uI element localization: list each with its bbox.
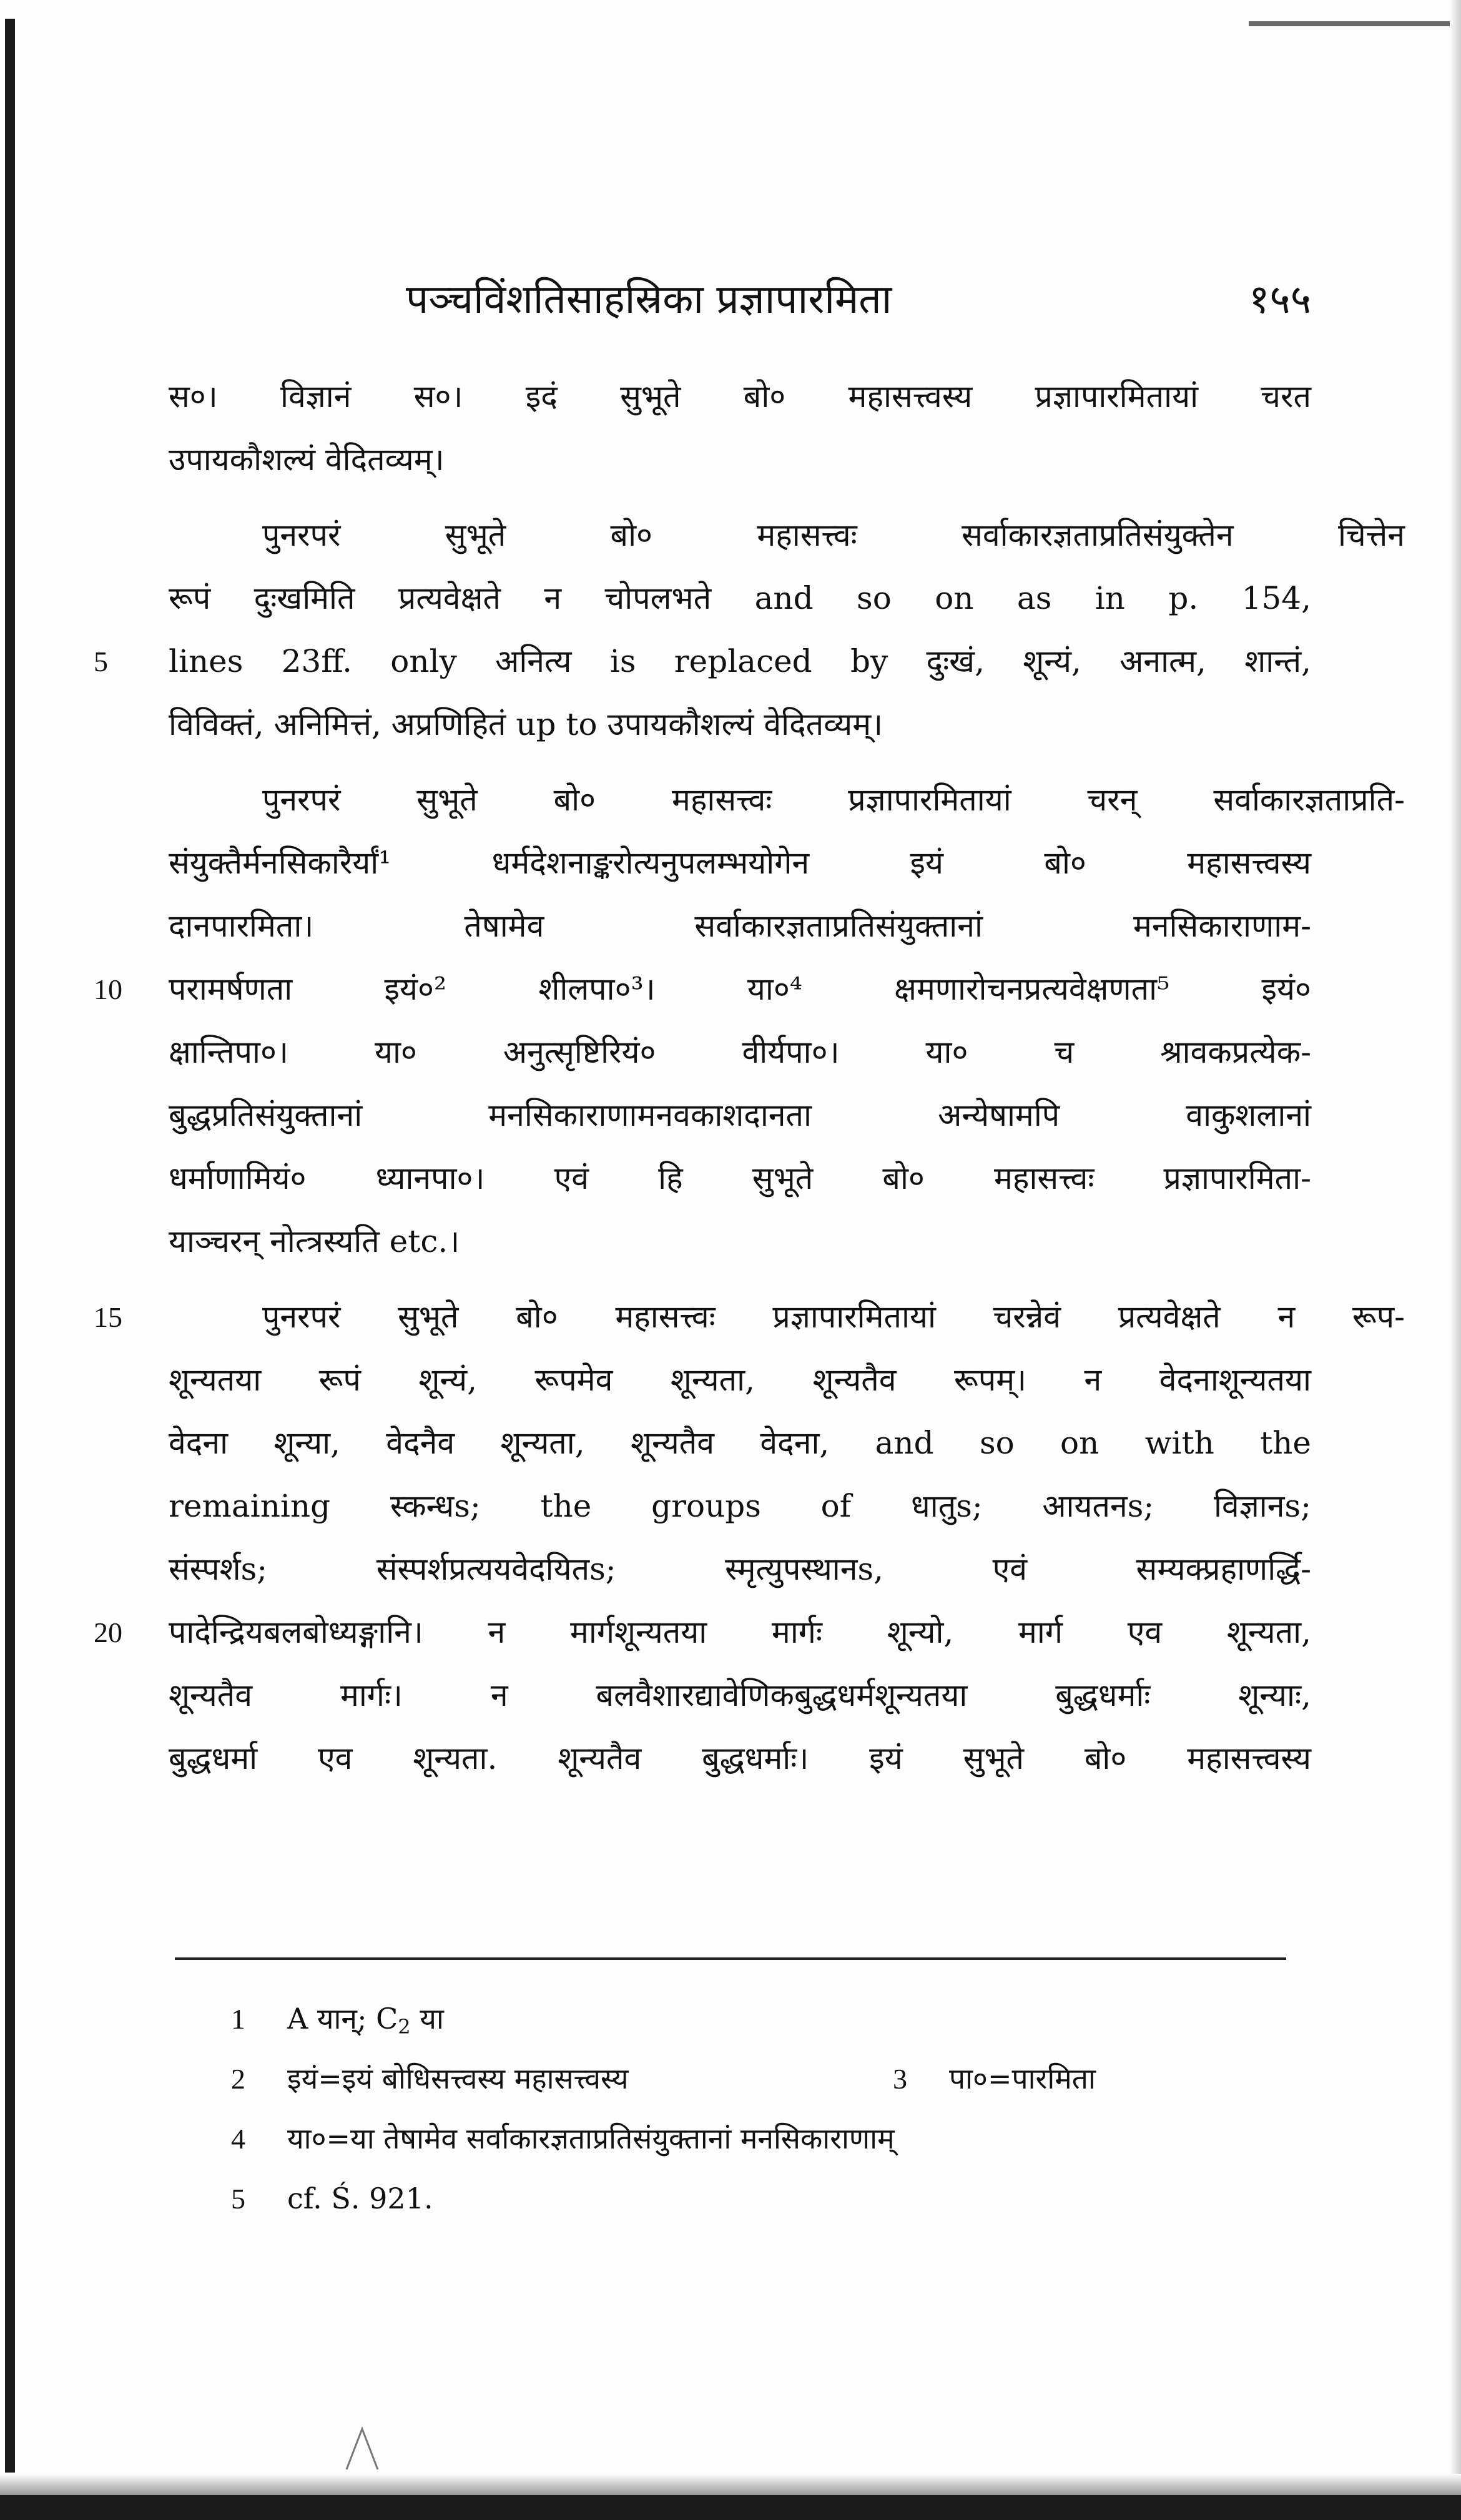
footnote-divider xyxy=(175,1957,1286,1960)
footnote-text-tail: या xyxy=(410,2002,444,2035)
text-line xyxy=(169,1021,1311,1084)
text-line xyxy=(169,504,1405,567)
page-number: १५५ xyxy=(1249,277,1311,323)
text-line xyxy=(169,365,1311,428)
line-text: संयुक्तैर्मनसिकारैर्यां¹ धर्मदेशनाङ्करोत्यनुपलम्भयोगेन इयं बो० महासत्त्वस्य xyxy=(169,845,1311,881)
binding-shadow-left xyxy=(5,19,15,2473)
scan-edge-bottom xyxy=(0,2495,1461,2520)
footnote-inline xyxy=(893,2049,1096,2109)
line-text: शून्यतया रूपं शून्यं, रूपमेव शून्यता, शून्यतैव रूपम्। न वेदनाशून्यतया xyxy=(169,1362,1311,1398)
text-line xyxy=(94,630,1311,693)
footnote xyxy=(231,2168,1292,2228)
text-line xyxy=(169,567,1311,630)
footnote-subscript: 2 xyxy=(398,2015,411,2039)
line-text: शून्यतैव मार्गः। न बलवैशारद्यावेणिकबुद्धधर्मशून्यतया बुद्धधर्माः शून्याः, xyxy=(169,1677,1311,1713)
text-line xyxy=(169,693,1311,756)
line-text: रूपं दुःखमिति प्रत्यवेक्षते न चोपलभते and so on as in p. 154, xyxy=(169,580,1311,616)
scan-edge-right xyxy=(1450,0,1461,2520)
footnote-text: cf. Ś. 921. xyxy=(287,2182,433,2215)
text-line xyxy=(94,1286,1405,1349)
footnote-text: A यान्; C xyxy=(287,2002,398,2035)
text-line xyxy=(169,769,1405,832)
text-line xyxy=(169,895,1311,958)
footnote-number: 5 xyxy=(231,2183,245,2215)
line-text: स०। विज्ञानं स०। इदं सुभूते बो० महासत्त्वस्य प्रज्ञापारमितायां चरत xyxy=(169,378,1311,415)
line-text: बुद्धप्रतिसंयुक्तानां मनसिकाराणामनवकाशदानता अन्येषामपि वाकुशलानां xyxy=(169,1097,1311,1133)
footnotes xyxy=(231,1989,1292,2228)
line-text: क्षान्तिपा०। या० अनुत्सृष्टिरियं० वीर्यपा०। या० च श्रावकप्रत्येक- xyxy=(169,1034,1311,1070)
line-number: 15 xyxy=(94,1301,122,1333)
text-line xyxy=(169,1475,1311,1538)
line-text: याञ्चरन् नोत्त्रस्यति etc.। xyxy=(169,1223,460,1259)
line-text: दानपारमिता। तेषामेव सर्वाकारज्ञताप्रतिसंयुक्तानां मनसिकाराणाम- xyxy=(169,908,1311,944)
text-line xyxy=(169,428,1311,491)
line-text: पुनरपरं सुभूते बो० महासत्त्वः सर्वाकारज्ञताप्रतिसंयुक्तेन चित्तेन xyxy=(262,517,1405,553)
footnote xyxy=(231,2109,1292,2168)
scan-edge-bottom-fade xyxy=(0,2474,1461,2495)
body-text xyxy=(94,365,1405,1790)
line-number: 5 xyxy=(94,646,108,677)
line-text: पुनरपरं सुभूते बो० महासत्त्वः प्रज्ञापारमितायां चरन् सर्वाकारज्ञताप्रति- xyxy=(262,782,1405,818)
text-line xyxy=(169,1412,1311,1475)
text-line xyxy=(169,1147,1311,1210)
line-number: 20 xyxy=(94,1617,122,1648)
line-text: वेदना शून्या, वेदनैव शून्यता, शून्यतैव वेदना, and so on with the xyxy=(169,1425,1311,1461)
footnote-number: 2 xyxy=(231,2063,245,2095)
line-text: धर्माणामियं० ध्यानपा०। एवं हि सुभूते बो० महासत्त्वः प्रज्ञापारमिता- xyxy=(169,1160,1311,1196)
line-text: उपायकौशल्यं वेदितव्यम्। xyxy=(169,441,445,478)
scan-smudge xyxy=(340,2423,384,2473)
line-text: पुनरपरं सुभूते बो० महासत्त्वः प्रज्ञापारमितायां चरन्नेवं प्रत्यवेक्षते न रूप- xyxy=(262,1299,1405,1335)
footnote-text: या०=या तेषामेव सर्वाकारज्ञताप्रतिसंयुक्तानां मनसिकाराणाम् xyxy=(287,2122,895,2155)
text-line xyxy=(169,832,1311,895)
text-line xyxy=(169,1727,1311,1790)
text-line xyxy=(94,958,1311,1021)
footnote-number: 4 xyxy=(231,2123,245,2155)
line-text: बुद्धधर्मा एव शून्यता. शून्यतैव बुद्धधर्माः। इयं सुभूते बो० महासत्त्वस्य xyxy=(169,1740,1311,1776)
line-number: 10 xyxy=(94,973,122,1005)
line-text: remaining स्कन्धs; the groups of धातुs; आयतनs; विज्ञानs; xyxy=(169,1488,1311,1524)
text-line xyxy=(94,1601,1311,1664)
page-header xyxy=(169,265,1311,334)
text-line xyxy=(169,1210,1311,1273)
footnote-number: 3 xyxy=(893,2063,907,2095)
line-text: विविक्तं, अनिमित्तं, अप्रणिहितं up to उपायकौशल्यं वेदितव्यम्। xyxy=(169,706,883,742)
scan-edge-top xyxy=(1249,21,1455,26)
footnote xyxy=(231,2049,1292,2109)
text-line xyxy=(169,1084,1311,1147)
line-text: lines 23ff. only अनित्य is replaced by दुःखं, शून्यं, अनात्म, शान्तं, xyxy=(169,643,1311,679)
line-text: संस्पर्शs; संस्पर्शप्रत्ययवेदयितs; स्मृत्युपस्थानs, एवं सम्यक्प्रहाणर्द्धि- xyxy=(169,1551,1311,1587)
text-line xyxy=(169,1664,1311,1727)
footnote-text: पा०=पारमिता xyxy=(949,2062,1096,2095)
footnote xyxy=(231,1989,1292,2049)
text-line xyxy=(169,1349,1311,1412)
footnote-text: इयं=इयं बोधिसत्त्वस्य महासत्त्वस्य xyxy=(287,2062,629,2095)
running-title: पञ्चविंशतिसाहस्रिका प्रज्ञापारमिता xyxy=(406,277,892,323)
footnote-number: 1 xyxy=(231,2003,245,2035)
text-line xyxy=(169,1538,1311,1601)
line-text: पादेन्द्रियबलबोध्यङ्गानि। न मार्गशून्यतया मार्गः शून्यो, मार्ग एव शून्यता, xyxy=(169,1614,1311,1650)
line-text: परामर्षणता इयं०² शीलपा०³। या०⁴ क्षमणारोचनप्रत्यवेक्षणता⁵ इयं० xyxy=(169,971,1311,1007)
